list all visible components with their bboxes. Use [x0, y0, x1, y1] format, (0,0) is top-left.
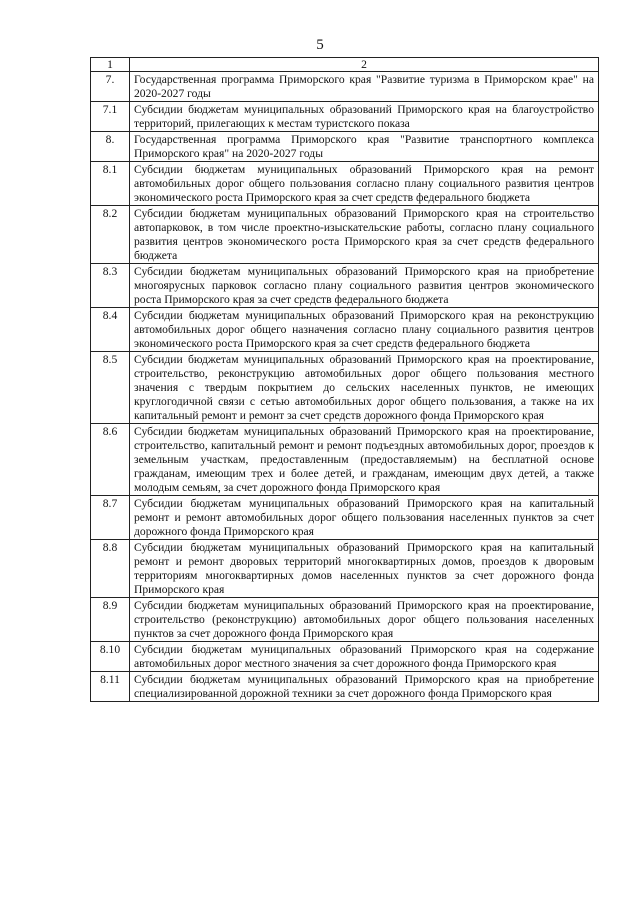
table-row [91, 352, 599, 424]
table-row [91, 162, 599, 206]
table-header-row [91, 58, 599, 72]
row-number: 8.6 [91, 424, 130, 496]
page-number: 5 [316, 37, 324, 53]
table-row [91, 496, 599, 540]
row-number: 8.5 [91, 352, 130, 424]
row-text: Субсидии бюджетам муниципальных образований Приморского края на ремонт автомобильных дорог общего пользования согласно плану социального развития центров экономического роста Приморского края за счет средств федерального бюджета [130, 162, 599, 206]
row-text: Субсидии бюджетам муниципальных образований Приморского края на реконструкцию автомобильных дорог общего назначения согласно плану социального развития центров экономического роста Приморского края за счет средств федерального бюджета [130, 308, 599, 352]
row-text: Субсидии бюджетам муниципальных образований Приморского края на содержание автомобильных дорог местного значения за счет дорожного фонда Приморского края [130, 642, 599, 672]
row-text: Субсидии бюджетам муниципальных образований Приморского края на проектирование, строительство (реконструкцию) автомобильных дорог общего пользования населенных пунктов за счет дорожного фонда Приморского края [130, 598, 599, 642]
table-row [91, 72, 599, 102]
header-col-text: 2 [130, 58, 599, 72]
header-col-number: 1 [91, 58, 130, 72]
table-row [91, 206, 599, 264]
table-body [91, 58, 599, 702]
table-row [91, 132, 599, 162]
row-number: 8.7 [91, 496, 130, 540]
row-number: 8.8 [91, 540, 130, 598]
row-text: Субсидии бюджетам муниципальных образований Приморского края на проектирование, строительство, капитальный ремонт и ремонт подъездных автомобильных дорог, проездов к земельным участкам, предоставленным (предоставляемым) на бесплатной основе гражданам, имеющим трех и более детей, и гражданам, имеющим двух детей, а также молодым семьям, за счет дорожного фонда Приморского края [130, 424, 599, 496]
table-row [91, 308, 599, 352]
table-row [91, 540, 599, 598]
row-number: 8.10 [91, 642, 130, 672]
table-row [91, 672, 599, 702]
row-text: Субсидии бюджетам муниципальных образований Приморского края на благоустройство территорий, прилегающих к местам туристского показа [130, 102, 599, 132]
row-number: 7. [91, 72, 130, 102]
row-number: 8.2 [91, 206, 130, 264]
table-row [91, 598, 599, 642]
row-number: 8.1 [91, 162, 130, 206]
row-number: 8. [91, 132, 130, 162]
row-text: Государственная программа Приморского края "Развитие транспортного комплекса Приморского края" на 2020-2027 годы [130, 132, 599, 162]
table-row [91, 264, 599, 308]
row-text: Субсидии бюджетам муниципальных образований Приморского края на проектирование, строительство, реконструкцию автомобильных дорог общего пользования местного значения с твердым покрытием до сельских населенных пунктов, не имеющих круглогодичной связи с сетью автомобильных дорог общего пользования, а также на их капитальный ремонт и ремонт за счет средств дорожного фонда Приморского края [130, 352, 599, 424]
subsidies-table [90, 57, 599, 702]
row-text: Субсидии бюджетам муниципальных образований Приморского края на строительство автопарковок, в том числе проектно-изыскательские работы, согласно плану социального развития центров экономического роста Приморского края за счет средств федерального бюджета [130, 206, 599, 264]
table-row [91, 642, 599, 672]
row-text: Субсидии бюджетам муниципальных образований Приморского края на капитальный ремонт и ремонт дворовых территорий многоквартирных домов, проездов к дворовым территориям многоквартирных домов населенных пунктов за счет дорожного фонда Приморского края [130, 540, 599, 598]
row-number: 8.9 [91, 598, 130, 642]
row-number: 7.1 [91, 102, 130, 132]
row-text: Субсидии бюджетам муниципальных образований Приморского края на приобретение многоярусных парковок согласно плану социального развития центров экономического роста Приморского края за счет средств федерального бюджета [130, 264, 599, 308]
row-text: Государственная программа Приморского края "Развитие туризма в Приморском крае" на 2020-2027 годы [130, 72, 599, 102]
row-number: 8.11 [91, 672, 130, 702]
table-row [91, 102, 599, 132]
row-text: Субсидии бюджетам муниципальных образований Приморского края на капитальный ремонт и ремонт автомобильных дорог общего пользования населенных пунктов за счет дорожного фонда Приморского края [130, 496, 599, 540]
row-text: Субсидии бюджетам муниципальных образований Приморского края на приобретение специализированной дорожной техники за счет дорожного фонда Приморского края [130, 672, 599, 702]
table-row [91, 424, 599, 496]
row-number: 8.3 [91, 264, 130, 308]
row-number: 8.4 [91, 308, 130, 352]
